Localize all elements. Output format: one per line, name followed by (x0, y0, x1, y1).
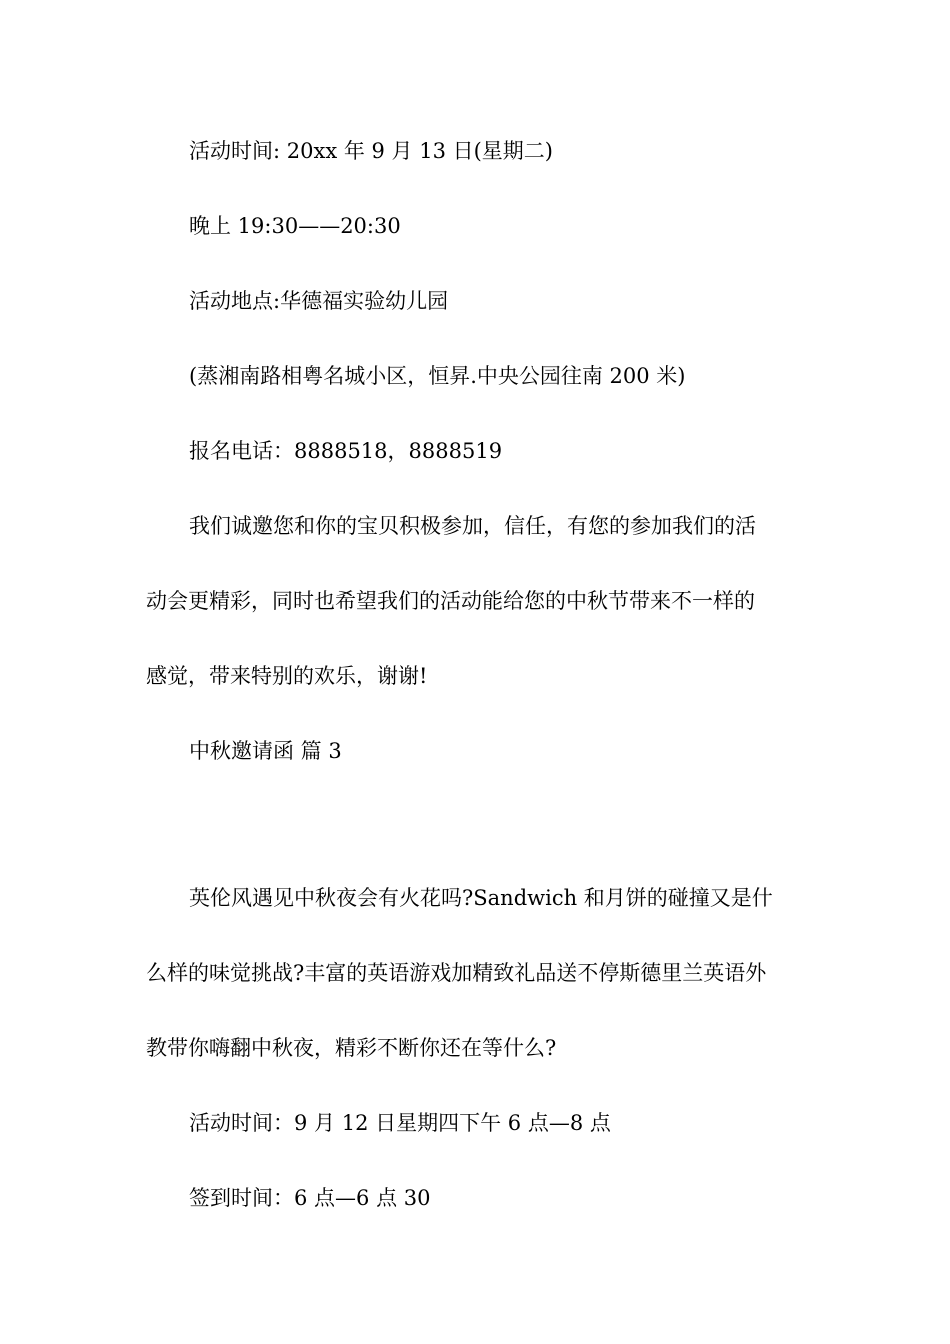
intro-paragraph-line: 英伦风遇见中秋夜会有火花吗?Sandwich 和月饼的碰撞又是什 (189, 886, 773, 910)
event-time: 活动时间：9 月 12 日星期四下午 6 点—8 点 (189, 1111, 611, 1135)
check-in-time: 签到时间：6 点—6 点 30 (189, 1186, 431, 1210)
invitation-paragraph-line: 动会更精彩，同时也希望我们的活动能给您的中秋节带来不一样的 (146, 589, 755, 613)
intro-paragraph-line: 教带你嗨翻中秋夜，精彩不断你还在等什么? (146, 1036, 557, 1060)
intro-paragraph-line: 么样的味觉挑战?丰富的英语游戏加精致礼品送不停斯德里兰英语外 (146, 961, 767, 985)
section-heading: 中秋邀请函 篇 3 (189, 739, 342, 763)
invitation-paragraph-line: 我们诚邀您和你的宝贝积极参加，信任，有您的参加我们的活 (189, 514, 756, 538)
registration-phone: 报名电话：8888518，8888519 (189, 439, 503, 463)
location-address: (蒸湘南路相粤名城小区，恒昇.中央公园往南 200 米) (189, 364, 686, 388)
activity-location: 活动地点:华德福实验幼儿园 (189, 289, 449, 313)
activity-time: 活动时间: 20xx 年 9 月 13 日(星期二) (189, 139, 554, 163)
evening-time: 晚上 19:30——20:30 (189, 214, 401, 238)
invitation-paragraph-line: 感觉，带来特别的欢乐，谢谢! (146, 664, 428, 688)
